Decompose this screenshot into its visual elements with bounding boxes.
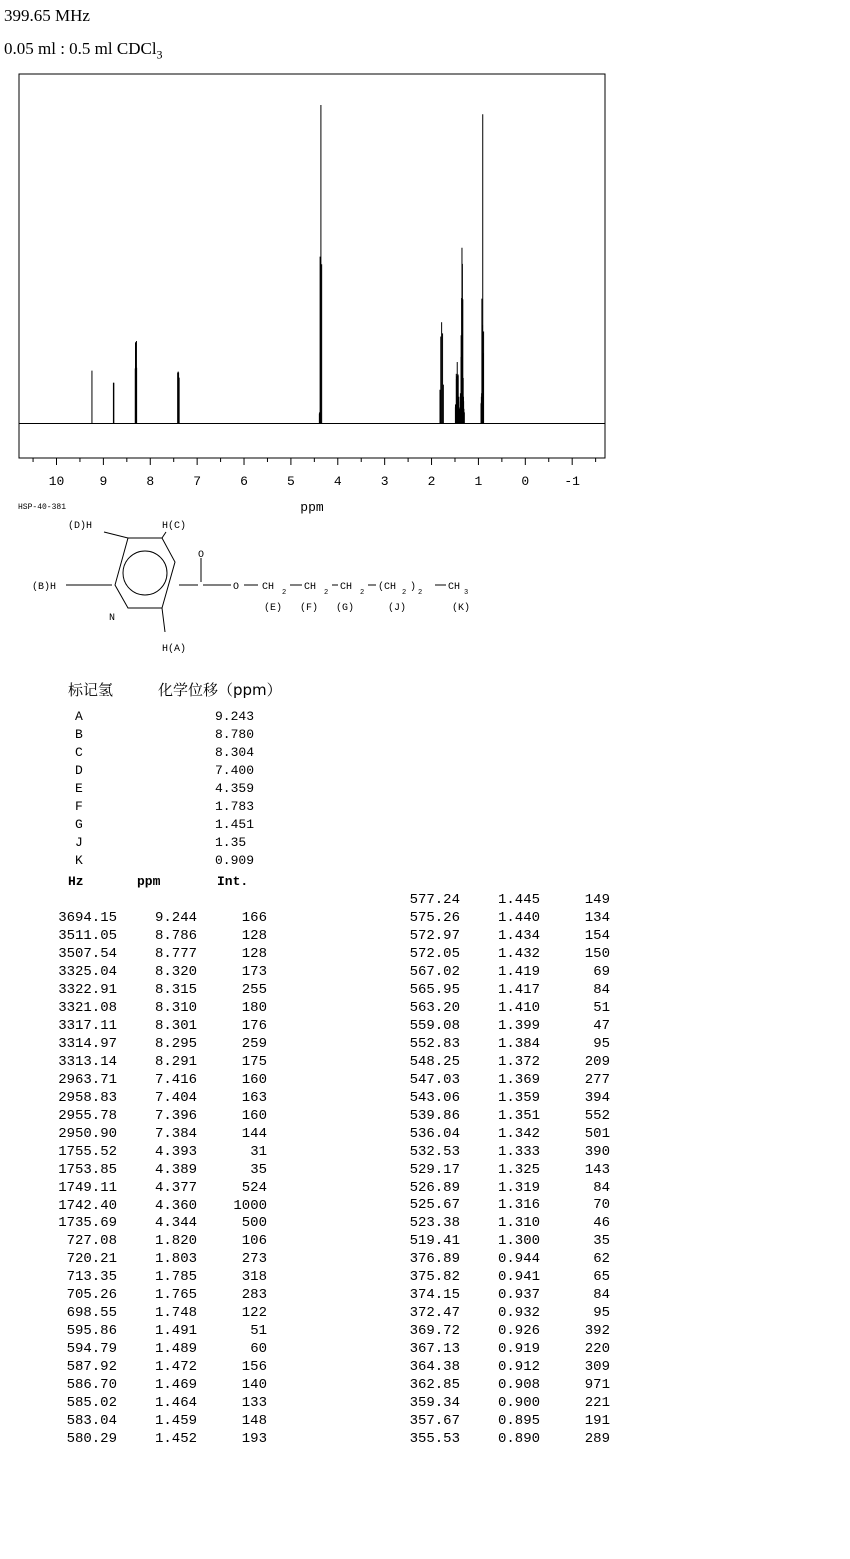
peak-cell: 1.310 <box>497 1215 540 1232</box>
peak-cell: 7.404 <box>154 1089 197 1106</box>
peak-cell: 8.310 <box>154 999 197 1016</box>
peak-cell: 84 <box>593 981 610 998</box>
peak-cell: 1.369 <box>497 1071 540 1088</box>
peak-cell: 367.13 <box>409 1341 460 1358</box>
sub-k: 3 <box>464 589 469 597</box>
peak-cell: 1.469 <box>154 1377 197 1394</box>
peak-cell: 1735.69 <box>58 1215 117 1232</box>
peak-cell: 971 <box>584 1377 610 1394</box>
peak-cell: 144 <box>241 1125 267 1142</box>
peak-cell: 154 <box>584 927 610 944</box>
assignment-label: D <box>75 763 83 778</box>
peak-cell: 355.53 <box>409 1431 460 1448</box>
peak-cell: 595.86 <box>66 1323 117 1340</box>
peak-cell: 524 <box>241 1179 267 1196</box>
peak-cell: 1.489 <box>154 1341 197 1358</box>
label-hd: (D)H <box>68 521 93 532</box>
peak-cell: 1.316 <box>497 1197 540 1214</box>
peak-cell: 3322.91 <box>58 981 117 998</box>
x-tick-label: 0 <box>521 474 530 489</box>
peak-cell: 539.86 <box>409 1107 460 1124</box>
peak-cell: 163 <box>241 1089 267 1106</box>
label-o-ester: O <box>233 582 240 593</box>
peak-cell: 547.03 <box>409 1071 460 1088</box>
peak-cell: 1.417 <box>497 981 540 998</box>
x-tick-label: 1 <box>474 474 483 489</box>
peak-cell: 587.92 <box>66 1359 117 1376</box>
peak-cell: 180 <box>241 999 267 1016</box>
peak-cell: 1.372 <box>497 1053 540 1070</box>
assignment-label: G <box>75 817 83 832</box>
peak-cell: 318 <box>241 1269 267 1286</box>
peak-cell: 1755.52 <box>58 1143 117 1160</box>
peak-cell: 69 <box>593 963 610 980</box>
peak-cell: 70 <box>593 1197 610 1214</box>
peak-cell: 375.82 <box>409 1269 460 1286</box>
assignment-label: K <box>75 853 83 868</box>
label-f: (F) <box>300 603 319 614</box>
peak-cell: 500 <box>241 1215 267 1232</box>
assignment-label: J <box>75 835 83 850</box>
peak-cell: 705.26 <box>66 1287 117 1304</box>
pyridine-ring <box>115 538 175 608</box>
peak-cell: 7.416 <box>154 1071 197 1088</box>
peak-cell: 1.820 <box>154 1233 197 1250</box>
peak-cell: 572.97 <box>409 927 460 944</box>
assignment-header-label: 标记氢 <box>68 681 114 699</box>
peak-cell: 3314.97 <box>58 1035 117 1052</box>
peak-cell: 8.295 <box>154 1035 197 1052</box>
peak-cell: 60 <box>250 1341 267 1358</box>
peak-cell: 46 <box>593 1215 610 1232</box>
peak-cell: 8.786 <box>154 927 197 944</box>
peak-cell: 3317.11 <box>58 1017 117 1034</box>
peak-cell: 2955.78 <box>58 1107 117 1124</box>
peak-cell: 51 <box>593 999 610 1016</box>
peak-cell: 65 <box>593 1269 610 1286</box>
peak-cell: 8.777 <box>154 945 197 962</box>
peak-cell: 3321.08 <box>58 999 117 1016</box>
peak-cell: 221 <box>584 1395 610 1412</box>
assignment-label: B <box>75 727 83 742</box>
label-ch3: CH <box>448 582 461 593</box>
assignment-label: A <box>75 709 83 724</box>
peak-cell: 273 <box>241 1251 267 1268</box>
sub-j-count: 2 <box>418 589 423 597</box>
peak-cell: 1000 <box>233 1197 267 1214</box>
assignment-label: F <box>75 799 83 814</box>
peak-cell: 156 <box>241 1359 267 1376</box>
peak-cell: 572.05 <box>409 945 460 962</box>
x-tick-label: 8 <box>146 474 155 489</box>
peak-cell: 4.377 <box>154 1179 197 1196</box>
peak-cell: 193 <box>241 1431 267 1448</box>
x-tick-label: -1 <box>564 474 580 489</box>
peak-cell: 0.944 <box>497 1251 540 1268</box>
peak-cell: 160 <box>241 1071 267 1088</box>
bond-hd <box>104 532 128 538</box>
x-tick-label: 9 <box>99 474 108 489</box>
sub-j: 2 <box>402 589 407 597</box>
peak-cell: 0.895 <box>497 1413 540 1430</box>
x-tick-label: 3 <box>380 474 389 489</box>
peak-cell: 0.932 <box>497 1305 540 1322</box>
peak-cell: 289 <box>584 1431 610 1448</box>
peak-cell: 552.83 <box>409 1035 460 1052</box>
peak-cell: 1742.40 <box>58 1197 117 1214</box>
peak-cell: 255 <box>241 981 267 998</box>
peak-cell: 0.941 <box>497 1269 540 1286</box>
label-ch2-e: CH <box>262 582 275 593</box>
assignment-shift: 1.783 <box>215 799 255 814</box>
peak-cell: 4.344 <box>154 1215 197 1232</box>
assignment-shift: 4.359 <box>215 781 255 796</box>
solvent-text: 0.05 ml : 0.5 ml CDCl <box>4 39 157 58</box>
peak-cell: 727.08 <box>66 1233 117 1250</box>
peak-cell: 1.359 <box>497 1089 540 1106</box>
peak-cell: 283 <box>241 1287 267 1304</box>
peak-cell: 3507.54 <box>58 945 117 962</box>
x-axis-label: ppm <box>300 500 324 515</box>
peak-cell: 357.67 <box>409 1413 460 1430</box>
x-tick-label: 4 <box>333 474 342 489</box>
peak-cell: 0.926 <box>497 1323 540 1340</box>
peak-cell: 209 <box>584 1053 610 1070</box>
label-ch2-j: (CH <box>378 582 397 593</box>
label-ch2-g: CH <box>340 582 353 593</box>
peak-cell: 580.29 <box>66 1431 117 1448</box>
peak-cell: 577.24 <box>409 892 460 908</box>
peak-cell: 586.70 <box>66 1377 117 1394</box>
x-tick-label: 7 <box>193 474 202 489</box>
peak-cell: 1.785 <box>154 1269 197 1286</box>
peak-cell: 1.459 <box>154 1413 197 1430</box>
label-j: (J) <box>388 603 407 614</box>
peak-cell: 392 <box>584 1323 610 1340</box>
solvent-subscript: 3 <box>156 47 163 62</box>
peak-cell: 364.38 <box>409 1359 460 1376</box>
peak-cell: 1.765 <box>154 1287 197 1304</box>
bond-hc <box>162 532 166 538</box>
assignment-shift: 9.243 <box>215 709 255 724</box>
x-tick-label: 2 <box>427 474 436 489</box>
peak-cell: 594.79 <box>66 1341 117 1358</box>
peak-cell: 1.464 <box>154 1395 197 1412</box>
peak-cell: 1.491 <box>154 1323 197 1340</box>
label-e: (E) <box>264 603 283 614</box>
peak-cell: 1.434 <box>497 927 540 944</box>
peak-cell: 51 <box>250 1323 267 1340</box>
peak-cell: 372.47 <box>409 1305 460 1322</box>
peak-cell: 536.04 <box>409 1125 460 1142</box>
x-tick-label: 5 <box>286 474 295 489</box>
peak-cell: 559.08 <box>409 1017 460 1034</box>
peak-cell: 3313.14 <box>58 1053 117 1070</box>
peak-cell: 698.55 <box>66 1305 117 1322</box>
peak-cell: 1.803 <box>154 1251 197 1268</box>
peak-cell: 143 <box>584 1161 610 1178</box>
peak-cell: 62 <box>593 1251 610 1268</box>
bond-ha <box>162 608 165 632</box>
peak-cell: 394 <box>584 1089 610 1106</box>
peak-cell: 0.890 <box>497 1431 540 1448</box>
peak-cell: 359.34 <box>409 1395 460 1412</box>
peak-cell: 8.301 <box>154 1017 197 1034</box>
peak-cell: 567.02 <box>409 963 460 980</box>
sub-f: 2 <box>324 589 329 597</box>
label-hc: H(C) <box>162 521 187 532</box>
peak-cell: 2963.71 <box>58 1071 117 1088</box>
peak-cell: 128 <box>241 945 267 962</box>
peak-header-int: Int. <box>217 874 249 889</box>
peak-cell: 1.472 <box>154 1359 197 1376</box>
molecule-structure <box>20 510 490 660</box>
assignment-label: E <box>75 781 83 796</box>
peak-cell: 176 <box>241 1017 267 1034</box>
peak-cell: 0.908 <box>497 1377 540 1394</box>
peak-cell: 166 <box>241 910 267 926</box>
peak-cell: 3511.05 <box>58 927 117 944</box>
peak-cell: 220 <box>584 1341 610 1358</box>
nmr-spectrum-chart <box>0 0 850 520</box>
peak-cell: 3694.15 <box>58 910 117 926</box>
peak-cell: 7.384 <box>154 1125 197 1142</box>
peak-cell: 84 <box>593 1287 610 1304</box>
peak-cell: 532.53 <box>409 1143 460 1160</box>
assignment-shift: 1.451 <box>215 817 255 832</box>
assignment-shift: 8.780 <box>215 727 255 742</box>
sub-e: 2 <box>282 589 287 597</box>
label-hb: (B)H <box>32 582 57 593</box>
peak-cell: 122 <box>241 1305 267 1322</box>
x-tick-label: 6 <box>240 474 248 489</box>
peak-cell: 1.452 <box>154 1431 197 1448</box>
peak-cell: 529.17 <box>409 1161 460 1178</box>
assignment-shift: 0.909 <box>215 853 255 868</box>
peak-cell: 133 <box>241 1395 267 1412</box>
peak-cell: 362.85 <box>409 1377 460 1394</box>
label-o-carbonyl: O <box>198 550 205 561</box>
label-g: (G) <box>336 603 355 614</box>
peak-cell: 0.937 <box>497 1287 540 1304</box>
plot-frame <box>19 74 605 458</box>
assignment-shift: 7.400 <box>215 763 255 778</box>
peak-cell: 3325.04 <box>58 963 117 980</box>
peak-cell: 376.89 <box>409 1251 460 1268</box>
sub-g: 2 <box>360 589 365 597</box>
peak-cell: 175 <box>241 1053 267 1070</box>
peak-cell: 8.291 <box>154 1053 197 1070</box>
peak-cell: 563.20 <box>409 999 460 1016</box>
label-ha: H(A) <box>162 644 187 655</box>
peak-cell: 2950.90 <box>58 1125 117 1142</box>
peak-cell: 8.320 <box>154 963 197 980</box>
peak-cell: 149 <box>584 892 610 908</box>
peak-cell: 1.399 <box>497 1017 540 1034</box>
peak-cell: 1.445 <box>497 892 540 908</box>
peak-cell: 713.35 <box>66 1269 117 1286</box>
peak-cell: 84 <box>593 1179 610 1196</box>
peak-lines <box>92 105 484 424</box>
label-ch2-j-close: ) <box>410 582 417 593</box>
peak-cell: 585.02 <box>66 1395 117 1412</box>
peak-cell: 8.315 <box>154 981 197 998</box>
peak-cell: 309 <box>584 1359 610 1376</box>
label-k: (K) <box>452 603 471 614</box>
peak-cell: 1749.11 <box>58 1179 117 1196</box>
x-tick-label: 10 <box>48 474 65 489</box>
peak-cell: 4.393 <box>154 1143 197 1160</box>
peak-cell: 1.333 <box>497 1143 540 1160</box>
peak-cell: 1.419 <box>497 963 540 980</box>
peak-cell: 1.325 <box>497 1161 540 1178</box>
peak-cell: 277 <box>584 1071 610 1088</box>
peak-cell: 4.360 <box>154 1197 197 1214</box>
peak-cell: 1.748 <box>154 1305 197 1322</box>
peak-cell: 134 <box>584 909 610 926</box>
peak-cell: 1753.85 <box>58 1161 117 1178</box>
peak-cell: 191 <box>584 1413 610 1430</box>
peak-cell: 548.25 <box>409 1053 460 1070</box>
peak-cell: 95 <box>593 1305 610 1322</box>
peak-cell: 7.396 <box>154 1107 197 1124</box>
peak-cell: 1.440 <box>497 909 540 926</box>
peak-cell: 1.300 <box>497 1233 540 1250</box>
peak-header-ppm: ppm <box>137 874 161 889</box>
peak-cell: 523.38 <box>409 1215 460 1232</box>
peak-cell: 575.26 <box>409 909 460 926</box>
peak-cell: 519.41 <box>409 1233 460 1250</box>
peak-cell: 4.389 <box>154 1161 197 1178</box>
peak-cell: 128 <box>241 927 267 944</box>
peak-cell: 150 <box>584 945 610 962</box>
peak-cell: 583.04 <box>66 1413 117 1430</box>
peak-cell: 148 <box>241 1413 267 1430</box>
peak-cell: 160 <box>241 1107 267 1124</box>
assignment-shift: 8.304 <box>215 745 255 760</box>
assignment-shift: 1.35 <box>215 835 247 850</box>
peak-cell: 1.351 <box>497 1107 540 1124</box>
x-axis-ticks <box>33 458 596 489</box>
peak-cell: 720.21 <box>66 1251 117 1268</box>
peak-cell: 31 <box>250 1143 267 1160</box>
peak-cell: 1.384 <box>497 1035 540 1052</box>
peak-cell: 140 <box>241 1377 267 1394</box>
peak-cell: 369.72 <box>409 1323 460 1340</box>
label-n: N <box>109 613 116 624</box>
peak-cell: 390 <box>584 1143 610 1160</box>
peak-cell: 9.244 <box>154 910 197 926</box>
peak-cell: 0.900 <box>497 1395 540 1412</box>
peak-cell: 35 <box>593 1233 610 1250</box>
peak-cell: 0.912 <box>497 1359 540 1376</box>
peak-cell: 1.410 <box>497 999 540 1016</box>
peak-header-hz: Hz <box>68 874 84 889</box>
peak-cell: 95 <box>593 1035 610 1052</box>
peak-cell: 565.95 <box>409 981 460 998</box>
peak-cell: 526.89 <box>409 1179 460 1196</box>
peak-cell: 1.319 <box>497 1179 540 1196</box>
peak-cell: 501 <box>584 1125 610 1142</box>
aromatic-circle <box>123 551 167 595</box>
label-ch2-f: CH <box>304 582 317 593</box>
peak-cell: 106 <box>241 1233 267 1250</box>
peak-cell: 374.15 <box>409 1287 460 1304</box>
peak-cell: 47 <box>593 1017 610 1034</box>
peak-cell: 525.67 <box>409 1197 460 1214</box>
peak-cell: 543.06 <box>409 1089 460 1106</box>
assignment-label: C <box>75 745 83 760</box>
peak-cell: 1.342 <box>497 1125 540 1142</box>
peak-cell: 173 <box>241 963 267 980</box>
assignment-header-shift: 化学位移（ppm） <box>158 681 282 699</box>
peak-cell: 552 <box>584 1107 610 1124</box>
peak-cell: 259 <box>241 1035 267 1052</box>
spectrometer-frequency: 399.65 MHz <box>4 6 90 25</box>
peak-cell: 0.919 <box>497 1341 540 1358</box>
peak-cell: 1.432 <box>497 945 540 962</box>
peak-cell: 35 <box>250 1161 267 1178</box>
peak-cell: 2958.83 <box>58 1089 117 1106</box>
spectrum-code: HSP-40-381 <box>18 503 67 512</box>
